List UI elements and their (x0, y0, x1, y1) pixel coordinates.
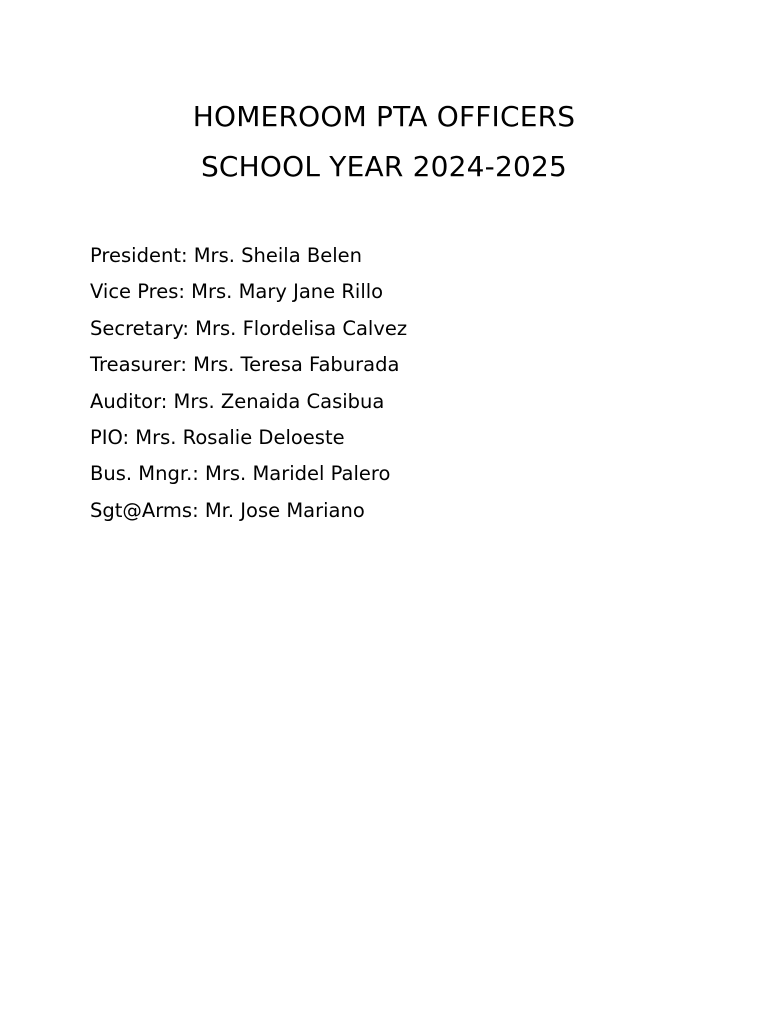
officer-president: President: Mrs. Sheila Belen (90, 244, 362, 267)
title-line-officers: HOMEROOM PTA OFFICERS (192, 100, 576, 133)
officer-auditor: Auditor: Mrs. Zenaida Casibua (90, 389, 385, 413)
officer-list (90, 238, 407, 529)
document-title (0, 92, 768, 192)
officer-vice-president: Vice Pres: Mrs. Mary Jane Rillo (90, 280, 384, 304)
officer-treasurer: Treasurer: Mrs. Teresa Faburada (90, 353, 400, 377)
officer-business-manager: Bus. Mngr.: Mrs. Maridel Palero (90, 462, 391, 486)
officer-pio: PIO: Mrs. Rosalie Deloeste (90, 426, 345, 450)
title-line-school-year: SCHOOL YEAR 2024-2025 (200, 150, 568, 183)
officer-sergeant-at-arms: Sgt@Arms: Mr. Jose Mariano (90, 498, 365, 522)
officer-secretary: Secretary: Mrs. Flordelisa Calvez (90, 316, 408, 340)
